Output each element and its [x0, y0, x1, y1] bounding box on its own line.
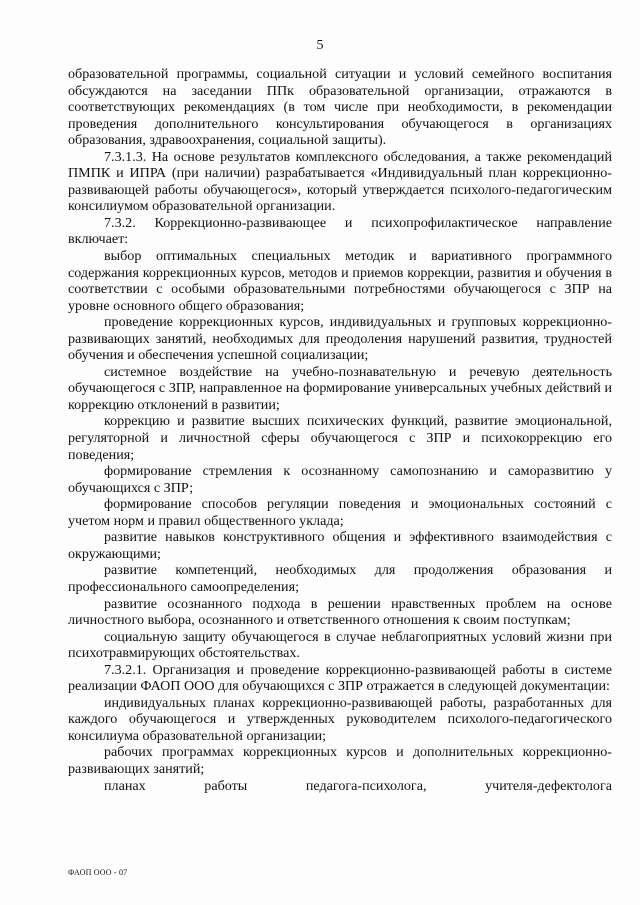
list-item: формирование стремления к осознанному самопознанию и саморазвитию у обучающихся с ЗПР;: [68, 463, 612, 496]
list-item: рабочих программах коррекционных курсов и дополнительных коррекционно-развивающих занятий;: [68, 744, 612, 777]
page-number: 5: [316, 38, 324, 53]
list-item: индивидуальных планах коррекционно-развивающей работы, разработанных для каждого обучающегося и утвержденных руководителем психолого-педагогического консилиума образовательной организации;: [68, 694, 612, 744]
list-item: проведение коррекционных курсов, индивидуальных и групповых коррекционно-развивающих занятий, необходимых для преодоления нарушений развития, трудностей обучения и обеспечения успешной социализации;: [68, 314, 612, 364]
list-item: развитие осознанного подхода в решении нравственных проблем на основе личностного выбора, осознанного и ответственного отношения к своим поступкам;: [68, 595, 612, 629]
paragraph: 7.3.1.3. На основе результатов комплексного обследования, а также рекомендаций ПМПК и ИПРА (при наличии) разрабатывается «Индивидуальный план коррекционно-развивающей работы обучающегося», который утверждается психолого-педагогическим консилиумом образовательной организации.: [68, 148, 612, 215]
paragraph: 7.3.2.1. Организация и проведение коррекционно-развивающей работы в системе реализации ФАОП ООО для обучающихся с ЗПР отражается в следующей документации:: [68, 661, 612, 695]
list-item: системное воздействие на учебно-познавательную и речевую деятельность обучающегося с ЗПР, направленное на формирование универсальных учебных действий и коррекцию отклонений в развитии;: [68, 363, 612, 413]
list-item: социальную защиту обучающегося в случае неблагоприятных условий жизни при психотравмирующих обстоятельствах.: [68, 628, 612, 662]
list-item: выбор оптимальных специальных методик и вариативного программного содержания коррекционных курсов, методов и приемов коррекции, развития и обучения в соответствии с особыми образовательными потребностями обучающегося с ЗПР на уровне основного общего образования;: [68, 248, 612, 314]
paragraph: 7.3.2. Коррекционно-развивающее и психопрофилактическое направление включает:: [68, 214, 612, 248]
paragraph: образовательной программы, социальной ситуации и условий семейного воспитания обсуждаются на заседании ППк образовательной организации, отражаются в соответствующих рекомендациях (в том числе при необходимости, в рекомендации проведения дополнительного консультирования обучающегося в организациях образования, здравоохранения, социальной защиты).: [68, 66, 612, 149]
document-body: [68, 66, 612, 794]
list-item: развитие навыков конструктивного общения и эффективного взаимодействия с окружающими;: [68, 529, 612, 562]
list-item: формирование способов регуляции поведения и эмоциональных состояний с учетом норм и правил общественного уклада;: [68, 496, 612, 529]
document-footer: ФАОП ООО - 07: [68, 868, 128, 877]
list-item: планах работы педагога-психолога, учителя-дефектолога: [104, 777, 612, 794]
list-item: коррекцию и развитие высших психических функций, развитие эмоциональной, регуляторной и личностной сферы обучающегося с ЗПР и психокоррекцию его поведения;: [68, 413, 612, 463]
list-item: развитие компетенций, необходимых для продолжения образования и профессионального самоопределения;: [68, 562, 612, 595]
